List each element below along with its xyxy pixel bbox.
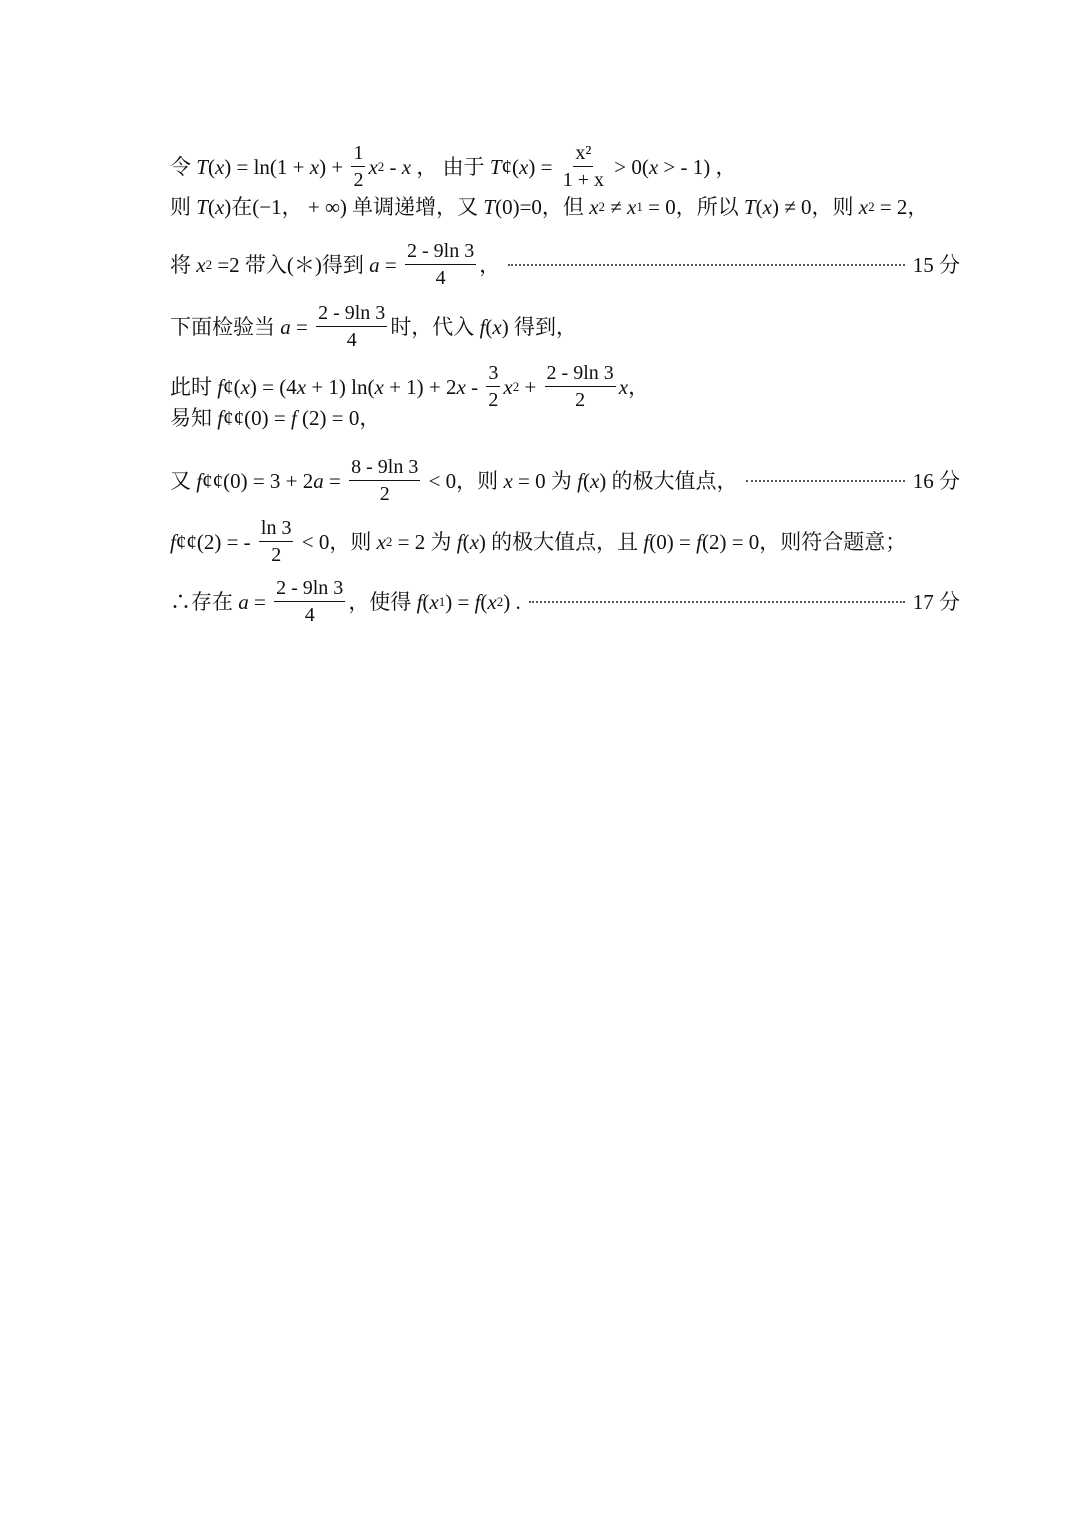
math-variable: x <box>429 589 439 614</box>
text-segment: ¢( <box>501 154 520 179</box>
math-variable: x <box>309 154 320 179</box>
math-variable: x <box>503 468 513 493</box>
text-segment: ( <box>485 314 493 339</box>
math-variable: x <box>487 589 497 614</box>
text-segment: ) = <box>528 154 558 179</box>
fraction-numerator: 2 - 9ln 3 <box>405 238 476 265</box>
math-variable: x <box>196 252 206 277</box>
text-segment: = 0 为 <box>512 468 578 493</box>
text-segment: (2) = 0，则符合题意； <box>701 529 907 554</box>
score-label: 17 分 <box>912 589 960 614</box>
fraction <box>274 575 345 628</box>
text-segment: ) ≠ 0，则 <box>771 195 859 219</box>
text-segment: ) + <box>319 154 349 179</box>
math-variable: x <box>368 154 378 179</box>
fraction-numerator: 8 - 9ln 3 <box>349 454 420 481</box>
math-variable: x <box>401 154 412 179</box>
text-segment: ( <box>755 195 763 219</box>
math-variable: f <box>217 406 224 430</box>
text-segment: = <box>248 589 272 614</box>
text-segment: = 2， <box>874 195 929 219</box>
math-variable: T <box>743 195 756 219</box>
text-segment: (0) = <box>649 529 697 554</box>
solution-line-4 <box>170 300 960 353</box>
text-segment: ¢( <box>223 374 241 399</box>
fraction-denominator: 2 <box>353 169 364 191</box>
math-variable: f <box>643 529 650 554</box>
text-segment: 又 <box>170 468 197 493</box>
text-segment: )在(−1， + ∞) 单调递增，又 <box>224 195 484 219</box>
text-segment: ¢¢(0) = <box>223 406 291 430</box>
text-segment: (2) = 0， <box>296 406 381 430</box>
fraction <box>351 140 365 193</box>
solution-line-5: 此时 f ¢( x ) = (4 x + 1) ln( x + 1) + 2 x - $\frac{3}{2}$ x 2 + $\frac{2 - 9\ln 3}{2}$ x ， <box>170 362 650 411</box>
math-variable: x <box>214 195 225 219</box>
text-segment: = <box>323 468 347 493</box>
dot-leader <box>508 264 905 266</box>
solution-line-6 <box>170 404 960 432</box>
text-segment: ¢¢(2) = - <box>175 529 256 554</box>
math-variable: f <box>577 468 583 493</box>
fraction-denominator: 2 <box>575 389 586 411</box>
fraction-numerator: x² <box>573 140 593 167</box>
math-variable: x <box>627 195 637 219</box>
text-segment: + 1) ln( <box>306 374 375 399</box>
text-segment: 将 <box>170 252 197 277</box>
text-segment: + 1) + 2 <box>383 374 457 399</box>
text-segment: ( <box>480 589 488 614</box>
text-segment: = <box>290 314 314 339</box>
text-segment: ，使得 <box>348 589 417 614</box>
text-segment: + <box>519 374 542 399</box>
fraction <box>405 238 476 291</box>
text-segment: ) . <box>503 589 521 614</box>
text-segment: ( <box>582 468 590 493</box>
math-variable: a <box>313 468 324 493</box>
text-segment: ， 由于 <box>411 154 490 179</box>
math-variable: f <box>474 589 481 614</box>
solution-line-1: 令 T ( x ) = ln(1 + x ) + $\frac{1}{2}$ x 2 - x ， 由于 T ¢( x ) = $\frac{\text{x²}}{1 + x}$ > 0( x > - 1) ， <box>170 142 737 191</box>
fraction-denominator: 2 <box>271 544 282 566</box>
dot-leader <box>746 480 905 482</box>
text-segment: ， <box>479 252 501 277</box>
fraction-denominator: 4 <box>346 329 357 351</box>
solution-line-3: 将 x 2 =2 带入(＊)得到 a = $\frac{2 - 9\ln 3}{4}$ ， 15 分 <box>170 240 960 289</box>
math-variable: a <box>238 589 249 614</box>
text-segment: < 0，则 <box>296 529 377 554</box>
text-segment: < 0，则 <box>423 468 504 493</box>
text-segment: ) = ln(1 + <box>224 154 310 179</box>
text-segment: ( <box>422 589 430 614</box>
solution-line-8: f ¢¢(2) = - $\frac{\ln 3}{2}$ < 0，则 x 2 = 2 为 f ( x ) 的极大值点，且 f (0) = f (2) = 0，则符合题意； <box>170 517 907 566</box>
math-variable: x <box>762 195 772 219</box>
fraction-numerator: ln 3 <box>259 515 294 542</box>
text-segment: 此时 <box>170 374 218 399</box>
text-segment: > 0( <box>609 154 649 179</box>
solution-line-7 <box>170 454 960 507</box>
text-segment: = <box>379 252 403 277</box>
math-variable: T <box>483 195 496 219</box>
text-segment: ¢¢(0) = 3 + 2 <box>202 468 314 493</box>
fraction <box>561 140 606 193</box>
solution-line-9: ∴存在 a = $\frac{2 - 9\ln 3}{4}$ ，使得 f ( x 1 ) = f ( x 2 ) . 17 分 <box>170 577 960 626</box>
math-variable: x <box>296 374 307 399</box>
math-variable: a <box>369 252 380 277</box>
text-segment: ， <box>628 374 650 399</box>
text-segment: ( <box>462 529 470 554</box>
fraction-numerator: 2 - 9ln 3 <box>316 300 387 327</box>
text-segment: 则 <box>170 195 197 219</box>
text-segment: 时，代入 <box>390 314 480 339</box>
math-variable: f <box>696 529 702 554</box>
fraction-denominator: 1 + x <box>562 169 604 191</box>
fraction-denominator: 4 <box>435 267 446 289</box>
math-variable: f <box>196 468 203 493</box>
score-label: 15 分 <box>912 252 960 277</box>
text-segment: 令 <box>170 154 197 179</box>
text-segment: - <box>465 374 484 399</box>
fraction-denominator: 2 <box>379 483 390 505</box>
math-variable: x <box>589 468 600 493</box>
text-segment: = 2 为 <box>392 529 457 554</box>
text-segment: - <box>384 154 402 179</box>
math-variable: x <box>240 374 250 399</box>
math-variable: f <box>456 529 463 554</box>
text-segment: ) 的极大值点，且 <box>478 529 644 554</box>
fraction-numerator: 2 - 9ln 3 <box>545 360 616 387</box>
text-segment: ∴存在 <box>170 589 239 614</box>
math-variable: x <box>374 374 384 399</box>
text-segment: ( <box>207 154 215 179</box>
math-variable: a <box>280 314 291 339</box>
fraction <box>349 454 420 507</box>
math-variable: x <box>858 195 869 219</box>
math-variable: x <box>648 154 659 179</box>
math-variable: x <box>589 195 599 219</box>
math-variable: x <box>503 374 513 399</box>
math-variable: f <box>479 314 486 339</box>
score-label: 16 分 <box>912 468 960 493</box>
math-variable: x <box>456 374 466 399</box>
math-variable: f <box>170 529 176 554</box>
solution-line-2: 则 T ( x )在(−1， + ∞) 单调递增，又 T (0)=0，但 x 2 ≠ x 1 = 0，所以 T ( x ) ≠ 0，则 x 2 = 2， <box>170 195 929 219</box>
text-segment: 下面检验当 <box>170 314 281 339</box>
math-variable: f <box>217 374 224 399</box>
math-variable: T <box>196 195 208 219</box>
fraction-denominator: 2 <box>488 389 499 411</box>
text-segment: ) 得到， <box>501 314 577 339</box>
math-variable: x <box>376 529 386 554</box>
math-variable: x <box>519 154 529 179</box>
text-segment: ) = (4 <box>249 374 297 399</box>
text-segment: > - 1) ， <box>658 154 737 179</box>
text-segment: = 0，所以 <box>642 195 744 219</box>
text-segment: (0)=0，但 <box>495 195 590 219</box>
fraction-numerator: 2 - 9ln 3 <box>274 575 345 602</box>
math-variable: f <box>290 406 297 430</box>
fraction-numerator: 1 <box>351 140 365 167</box>
text-segment: ( <box>207 195 215 219</box>
math-variable: x <box>214 154 225 179</box>
fraction-denominator: 4 <box>304 604 315 626</box>
fraction <box>316 300 387 353</box>
fraction <box>259 515 294 568</box>
math-variable: x <box>469 529 479 554</box>
fraction-numerator: 3 <box>486 360 500 387</box>
math-variable: x <box>618 374 629 399</box>
text-segment: ) 的极大值点， <box>599 468 738 493</box>
math-variable: f <box>416 589 423 614</box>
text-segment: ≠ <box>605 195 628 219</box>
math-variable: T <box>489 154 502 179</box>
math-variable: x <box>492 314 502 339</box>
text-segment: ) = <box>445 589 475 614</box>
dot-leader <box>529 601 905 603</box>
text-segment: =2 带入(＊)得到 <box>212 252 370 277</box>
math-variable: T <box>196 154 208 179</box>
text-segment: 易知 <box>170 406 218 430</box>
